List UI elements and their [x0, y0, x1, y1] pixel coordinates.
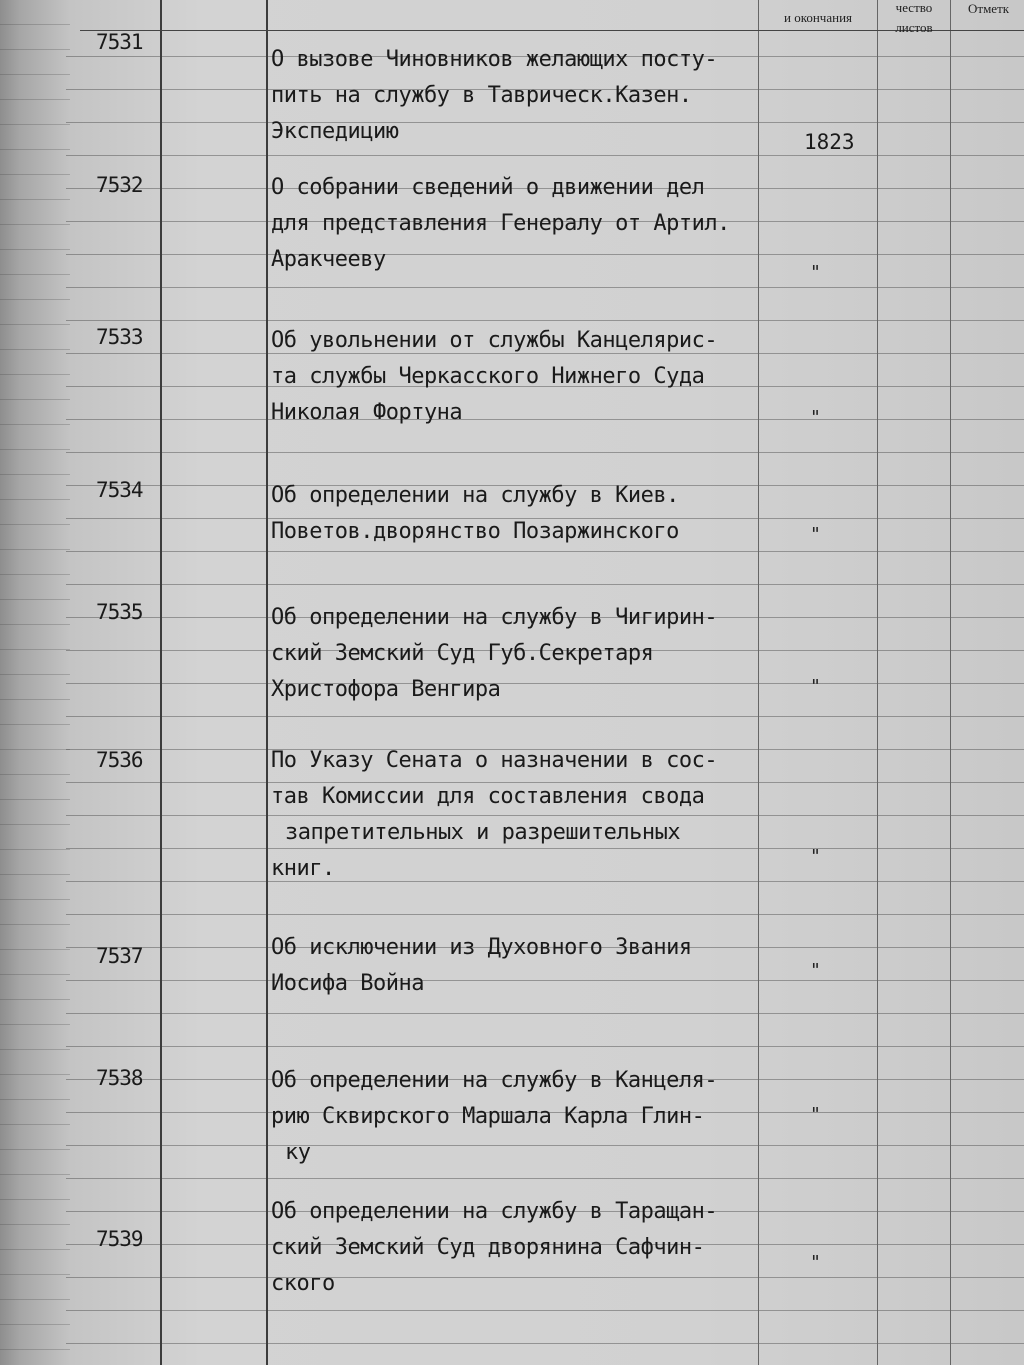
record-date: 1823 [804, 130, 855, 154]
record-title-line: Николая Фортуна [271, 400, 463, 425]
record-title [271, 323, 771, 431]
ruled-line [66, 551, 1024, 552]
ruled-line [66, 1013, 1024, 1014]
column-divider-number [160, 0, 162, 1365]
ruled-line [66, 452, 1024, 453]
ditto-mark: " [810, 262, 821, 283]
ruled-line [66, 155, 1024, 156]
column-divider-notes [950, 0, 951, 1365]
record-title-line: книг. [271, 856, 335, 881]
record-title-line: Об определении на службу в Канцеля- [271, 1068, 718, 1093]
record-number: 7534 [96, 478, 143, 502]
ditto-mark: " [810, 846, 821, 867]
record-number: 7537 [96, 944, 143, 968]
record-title-line: О собрании сведений о движении дел [271, 175, 705, 200]
record-title [271, 743, 771, 887]
record-number: 7538 [96, 1066, 143, 1090]
record-title [271, 930, 771, 1002]
record-title [271, 600, 771, 708]
record-title-line: О вызове Чиновников желающих посту- [271, 47, 718, 72]
record-title-line: для представления Генералу от Артил. [271, 211, 730, 236]
header-dates: и окончания [783, 10, 853, 25]
ditto-mark: " [810, 676, 821, 697]
ruled-line [66, 1343, 1024, 1344]
record-title-line: Об определении на службу в Таращан- [271, 1199, 718, 1224]
record-title-line: ский Земский Суд Губ.Секретаря [271, 641, 654, 666]
ditto-mark: " [810, 1104, 821, 1125]
ruled-line [66, 287, 1024, 288]
record-title-line: тав Комиссии для составления свода [271, 784, 705, 809]
record-title-line: Об исключении из Духовного Звания [271, 935, 692, 960]
record-number: 7532 [96, 173, 143, 197]
record-number: 7535 [96, 600, 143, 624]
record-title-line: Аракчееву [271, 247, 386, 272]
record-title-line: ского [271, 1271, 335, 1296]
record-number: 7531 [96, 30, 143, 54]
header-sheets-line1: чество [895, 0, 933, 15]
record-title-line: По Указу Сената о назначении в сос- [271, 748, 718, 773]
record-title [271, 478, 771, 550]
record-title [271, 1063, 771, 1171]
ruled-line [66, 584, 1024, 585]
ditto-mark: " [810, 407, 821, 428]
record-title [271, 170, 771, 278]
ruled-line [66, 914, 1024, 915]
record-number: 7536 [96, 748, 143, 772]
ruled-line [66, 1310, 1024, 1311]
ruled-line [66, 1178, 1024, 1179]
ruled-line [66, 1046, 1024, 1047]
ditto-mark: " [810, 1252, 821, 1273]
header-sheets-line2: листов [895, 20, 933, 35]
record-title-line: запретительных и разрешительных [285, 820, 681, 845]
column-divider-title [266, 0, 268, 1365]
record-title-line: пить на службу в Таврическ.Казен. [271, 83, 692, 108]
record-title-line: Христофора Венгира [271, 677, 501, 702]
record-title-line: Об увольнении от службы Канцелярис- [271, 328, 718, 353]
ditto-mark: " [810, 960, 821, 981]
column-divider-sheets [877, 0, 878, 1365]
record-title-line: Поветов.дворянство Позаржинского [271, 519, 679, 544]
record-title-line: ский Земский Суд дворянина Сафчин- [271, 1235, 705, 1260]
record-title-line: Экспедицию [271, 119, 399, 144]
record-title-line: Иосифа Война [271, 971, 424, 996]
record-title-line: та службы Черкасского Нижнего Суда [271, 364, 705, 389]
ditto-mark: " [810, 524, 821, 545]
record-title-line: рию Сквирского Маршала Карла Глин- [271, 1104, 705, 1129]
record-number: 7539 [96, 1227, 143, 1251]
record-number: 7533 [96, 325, 143, 349]
record-title-line: Об определении на службу в Чигирин- [271, 605, 718, 630]
record-title [271, 42, 771, 150]
ruled-line [66, 320, 1024, 321]
record-title-line: Об определении на службу в Киев. [271, 483, 679, 508]
ruled-line [66, 716, 1024, 717]
record-title [271, 1194, 771, 1302]
record-title-line: ку [285, 1140, 311, 1165]
page-binding [0, 0, 70, 1365]
header-notes: Отметк [968, 1, 1010, 16]
